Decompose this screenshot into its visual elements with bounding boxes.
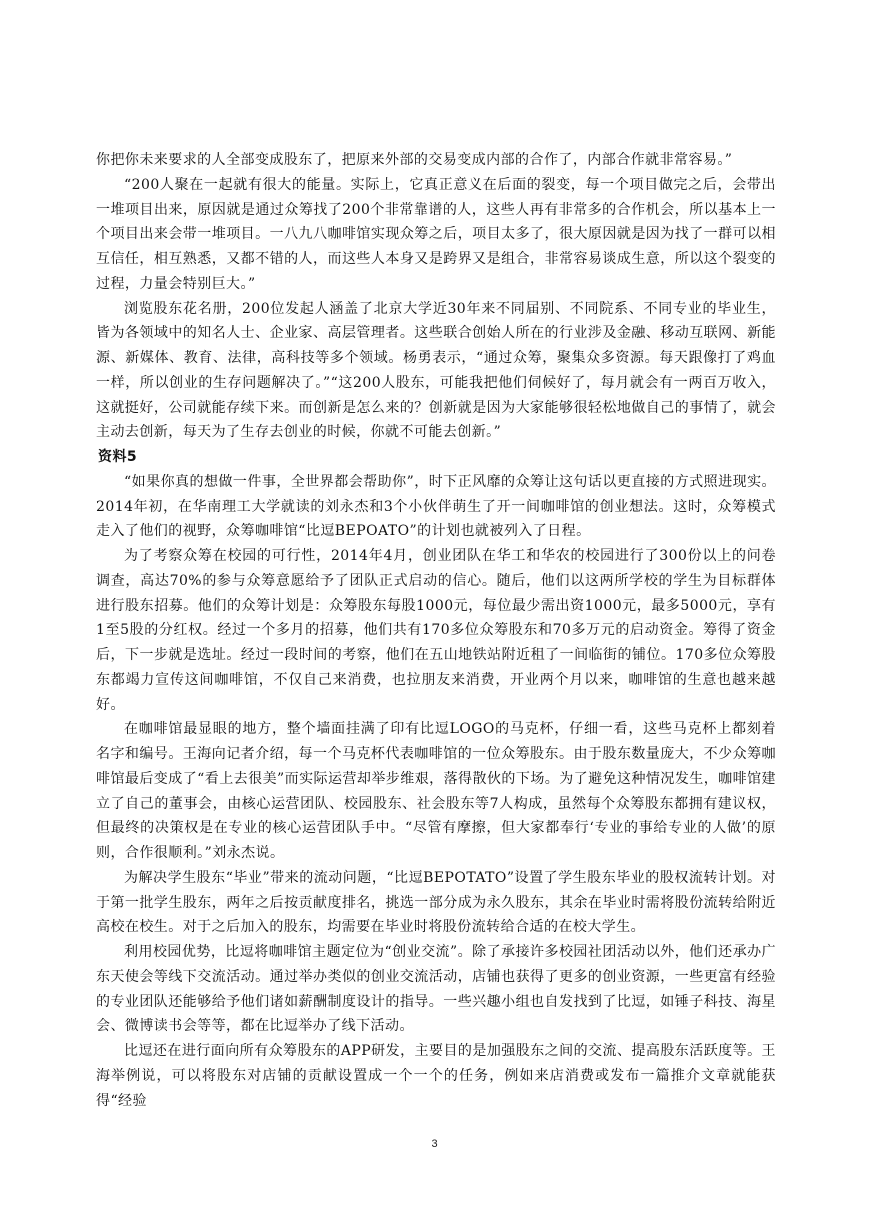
paragraph-feasibility-survey: 为了考察众筹在校园的可行性，2014年4月，创业团队在华工和华农的校园进行了300份以上的问卷调查，高达70%的参与众筹意愿给予了团队正式启动的信心。随后，他们以这两所学校的学生为目标群体进行股东招募。他们的众筹计划是：众筹股东每股1000元，每位最少需出资1000元，最多5000元，享有1至5股的分红权。经过一个多月的招募，他们共有170多位众筹股东和70多万元的启动资金。筹得了资金后，下一步就是选址。经过一段时间的考察，他们在五山地铁站附近租了一间临街的铺位。170多位众筹股东都竭力宣传这间咖啡馆，不仅自己来消费，也拉朋友来消费，开业两个月以来，咖啡馆的生意也越来越好。	[96, 548, 776, 713]
paragraph-shareholder-roster: 浏览股东花名册，200位发起人涵盖了北京大学近30年来不同届别、不同院系、不同专业的毕业生，皆为各领域中的知名人士、企业家、高层管理者。这些联合创始人所在的行业涉及金融、移动互联网、新能源、新媒体、教育、法律，高科技等多个领域。杨勇表示，“通过众筹，聚集众多资源。每天跟像打了鸡血一样，所以创业的生存问题解决了。”“这200人股东，可能我把他们伺候好了，每月就会有一两百万收入，这就挺好，公司就能存续下来。而创新是怎么来的？创新就是因为大家能够很轻松地做自己的事情了，就会主动去创新，每天为了生存去创业的时候，你就不可能去创新。”	[96, 300, 776, 441]
page-number: 3	[431, 1138, 438, 1150]
paragraph-crowdfunding-intro: “如果你真的想做一件事，全世界都会帮助你”，时下正风靡的众筹让这句话以更直接的方式照进现实。2014年初，在华南理工大学就读的刘永杰和3个小伙伴萌生了开一间咖啡馆的创业想法。这时，众筹模式走入了他们的视野，众筹咖啡馆“比逗BEPOATO”的计划也就被列入了日程。	[96, 473, 776, 540]
paragraph-app-development: 比逗还在进行面向所有众筹股东的APP研发，主要目的是加强股东之间的交流、提高股东活跃度等。王海举例说，可以将股东对店铺的贡献设置成一个一个的任务，例如来店消费或发布一篇推介文章就能获得“经验	[96, 1043, 776, 1109]
section-heading-material-5: 资料5	[98, 449, 138, 465]
paragraph-quote-200-people: “200人聚在一起就有很大的能量。实际上，它真正意义在后面的裂变，每一个项目做完之后，会带出一堆项目出来，原因就是通过众筹找了200个非常靠谱的人，这些人再有非常多的合作机会，所以基本上一个项目出来会带一堆项目。一八九八咖啡馆实现众筹之后，项目太多了，很大原因就是因为找了一群可以相互信任，相互熟悉，又都不错的人，而这些人本身又是跨界又是组合，非常容易谈成生意，所以这个裂变的过程，力量会特别巨大。”	[96, 176, 776, 292]
paragraph-continuation: 你把你未来要求的人全部变成股东了，把原来外部的交易变成内部的合作了，内部合作就非常容易。”	[96, 152, 733, 168]
document-body	[96, 148, 776, 1113]
paragraph-equity-transfer: 为解决学生股东“毕业”带来的流动问题，“比逗BEPOTATO”设置了学生股东毕业的股权流转计划。对于第一批学生股东，两年之后按贡献度排名，挑选一部分成为永久股东，其余在毕业时需将股份流转给附近高校在校生。对于之后加入的股东，均需要在毕业时将股份流转给合适的在校大学生。	[96, 869, 776, 936]
paragraph-mug-wall: 在咖啡馆最显眼的地方，整个墙面挂满了印有比逗LOGO的马克杯，仔细一看，这些马克杯上都刻着名字和编号。王海向记者介绍，每一个马克杯代表咖啡馆的一位众筹股东。由于股东数量庞大，不少众筹咖啡馆最后变成了“看上去很美”而实际运营却举步维艰，落得散伙的下场。为了避免这种情况发生，咖啡馆建立了自己的董事会，由核心运营团队、校园股东、社会股东等7人构成，虽然每个众筹股东都拥有建议权，但最终的决策权是在专业的核心运营团队手中。“尽管有摩擦，但大家都奉行‘专业的事给专业的人做’的原则，合作很顺利。”刘永杰说。	[96, 721, 776, 861]
paragraph-campus-advantage: 利用校园优势，比逗将咖啡馆主题定位为“创业交流”。除了承接许多校园社团活动以外，他们还承办广东天使会等线下交流活动。通过举办类似的创业交流活动，店铺也获得了更多的创业资源，一些更富有经验的专业团队还能够给予他们诸如薪酬制度设计的指导。一些兴趣小组也自发找到了比逗，如锤子科技、海星会、微博读书会等等，都在比逗举办了线下活动。	[96, 944, 776, 1035]
